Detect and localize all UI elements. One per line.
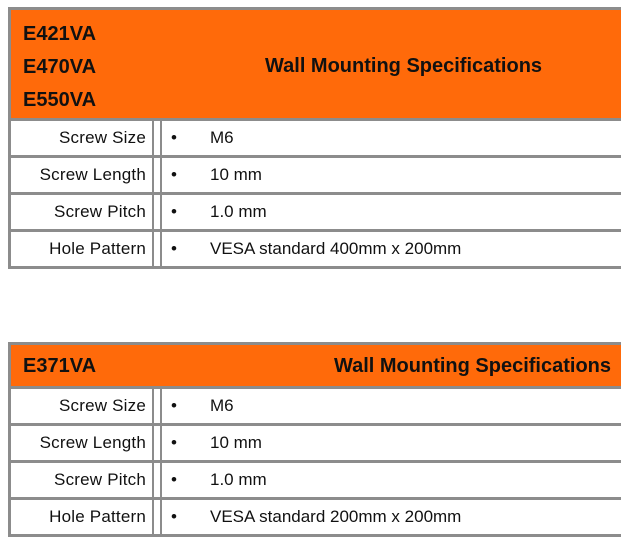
bullet-icon: •: [171, 202, 177, 221]
row-value: 10 mm: [210, 433, 262, 452]
column-divider: [152, 500, 162, 534]
row-value: 1.0 mm: [210, 470, 267, 489]
bullet-icon: •: [171, 239, 177, 258]
table-row: [8, 500, 621, 537]
table-header: [8, 345, 621, 389]
model-list: [23, 18, 96, 117]
table-title: Wall Mounting Specifications: [333, 355, 611, 377]
row-label: Screw Size: [8, 121, 152, 155]
bullet-icon: •: [171, 507, 177, 526]
table-row: [8, 195, 621, 232]
bullet-icon: •: [171, 396, 177, 415]
column-divider: [152, 389, 162, 423]
table-row: [8, 389, 621, 426]
bullet-icon: •: [171, 433, 177, 452]
spec-table-e421va-e470va-e550va: [8, 7, 621, 269]
row-value: 1.0 mm: [210, 202, 267, 221]
row-label: Screw Pitch: [8, 463, 152, 497]
row-value: 10 mm: [210, 165, 262, 184]
row-value: M6: [210, 396, 234, 415]
table-row: [8, 463, 621, 500]
bullet-icon: •: [171, 470, 177, 489]
column-divider: [152, 195, 162, 229]
row-value: VESA standard 200mm x 200mm: [210, 507, 462, 526]
column-divider: [152, 121, 162, 155]
row-label: Screw Size: [8, 389, 152, 423]
model-name: E550VA: [23, 89, 97, 111]
table-row: [8, 426, 621, 463]
column-divider: [152, 426, 162, 460]
column-divider: [152, 232, 162, 266]
table-row: [8, 158, 621, 195]
row-value: VESA standard 400mm x 200mm: [210, 239, 462, 258]
model-list: [23, 350, 96, 383]
row-label: Hole Pattern: [8, 232, 152, 266]
column-divider: [152, 463, 162, 497]
row-label: Screw Length: [8, 426, 152, 460]
model-name: E470VA: [23, 56, 97, 78]
table-row: [8, 232, 621, 269]
row-value: M6: [210, 128, 234, 147]
bullet-icon: •: [171, 128, 177, 147]
table-row: [8, 121, 621, 158]
row-label: Hole Pattern: [8, 500, 152, 534]
model-name: E371VA: [23, 355, 97, 377]
model-name: E421VA: [23, 23, 97, 45]
spec-table-e371va: [8, 342, 621, 537]
table-header: [8, 10, 621, 121]
row-label: Screw Length: [8, 158, 152, 192]
table-title: Wall Mounting Specifications: [265, 55, 543, 77]
bullet-icon: •: [171, 165, 177, 184]
row-label: Screw Pitch: [8, 195, 152, 229]
column-divider: [152, 158, 162, 192]
